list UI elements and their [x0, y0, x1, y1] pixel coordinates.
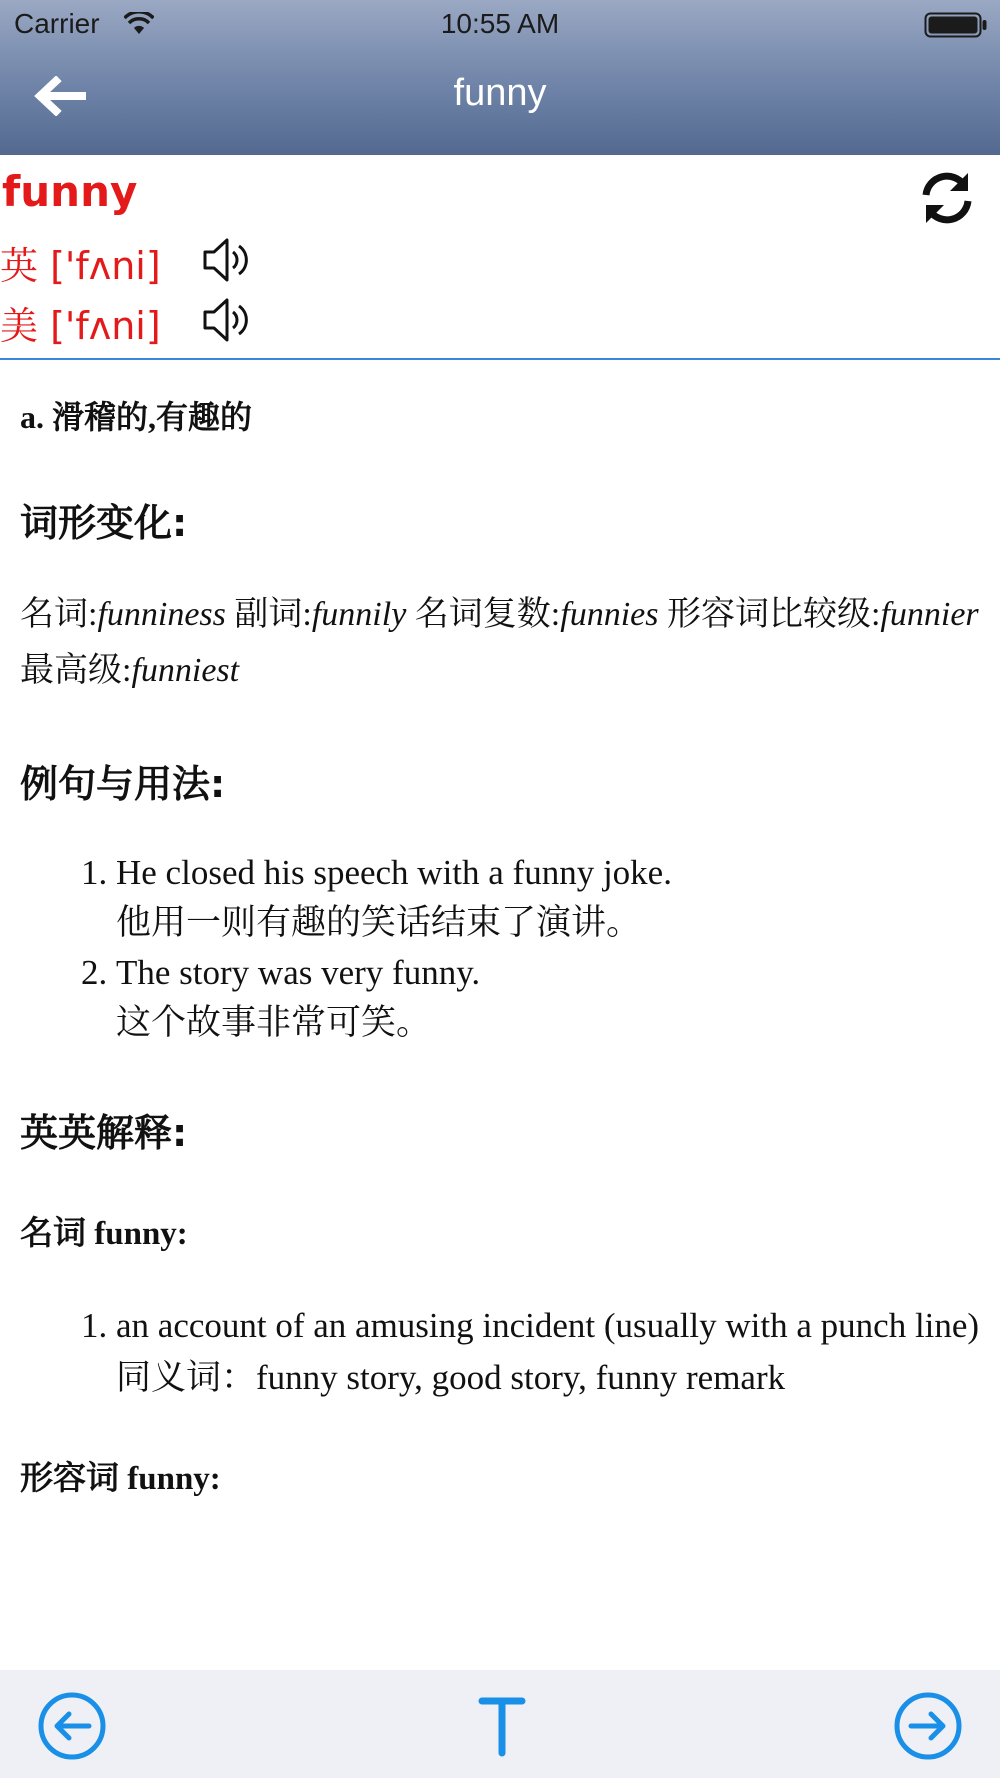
- form-label: 最高级:: [20, 652, 132, 689]
- short-definition: a. 滑稽的,有趣的: [20, 399, 253, 435]
- example-en: The story was very funny.: [116, 953, 481, 992]
- status-bar: [0, 0, 1000, 50]
- form-value: funnies: [560, 596, 659, 633]
- circle-arrow-right-icon: [893, 1691, 963, 1761]
- status-time: 10:55 AM: [440, 8, 560, 39]
- noun-definitions-list: [20, 1302, 980, 1402]
- form-label: 副词:: [234, 596, 312, 633]
- next-word-button[interactable]: [892, 1690, 964, 1762]
- circle-arrow-left-icon: [37, 1691, 107, 1761]
- example-zh: 这个故事非常可笑。: [116, 1003, 432, 1042]
- definition-text: an account of an amusing incident (usually with a punch line): [116, 1306, 980, 1345]
- form-value: funnily: [311, 596, 407, 633]
- previous-word-button[interactable]: [36, 1690, 108, 1762]
- form-value: funniness: [97, 596, 226, 633]
- bottom-toolbar: [0, 1670, 1000, 1778]
- examples-list: [20, 848, 980, 1048]
- text-size-icon: [472, 1693, 532, 1759]
- carrier-label: Carrier: [14, 8, 100, 39]
- page-title: funny: [453, 72, 547, 114]
- form-label: 名词:: [20, 596, 98, 633]
- headword: funny: [2, 167, 138, 216]
- word-forms: [20, 587, 980, 699]
- definition-item: [116, 1302, 980, 1402]
- pronunciation-uk: [0, 235, 161, 290]
- pronunciation-us-text: 美 ['fʌni]: [0, 304, 161, 348]
- example-zh: 他用一则有趣的笑话结束了演讲。: [116, 903, 642, 942]
- speaker-icon[interactable]: [202, 235, 254, 294]
- examples-heading: 例句与用法:: [20, 762, 226, 806]
- form-label: 形容词比较级:: [666, 596, 881, 633]
- example-en: He closed his speech with a funny joke.: [116, 853, 672, 892]
- navigation-header: [0, 0, 1000, 155]
- header-divider: [0, 358, 1000, 360]
- noun-heading: 名词 funny:: [20, 1216, 188, 1252]
- form-value: funnier: [880, 596, 979, 633]
- definition-content[interactable]: [0, 362, 1000, 1670]
- example-item: [116, 848, 980, 948]
- form-value: funniest: [131, 652, 240, 689]
- battery-icon: [924, 12, 988, 42]
- synonyms: 同义词：funny story, good story, funny remark: [116, 1358, 786, 1397]
- adjective-heading: 形容词 funny:: [20, 1461, 221, 1497]
- form-label: 名词复数:: [414, 596, 561, 633]
- refresh-button[interactable]: [916, 167, 978, 233]
- example-item: [116, 948, 980, 1048]
- pronunciation-us: [0, 295, 161, 350]
- english-definitions-heading: 英英解释:: [20, 1111, 188, 1155]
- speaker-icon[interactable]: [202, 295, 254, 354]
- word-header: [0, 155, 1000, 360]
- refresh-icon: [916, 167, 978, 229]
- forms-heading: 词形变化:: [20, 501, 188, 545]
- pronunciation-uk-text: 英 ['fʌni]: [0, 244, 161, 288]
- text-size-button[interactable]: [466, 1690, 538, 1762]
